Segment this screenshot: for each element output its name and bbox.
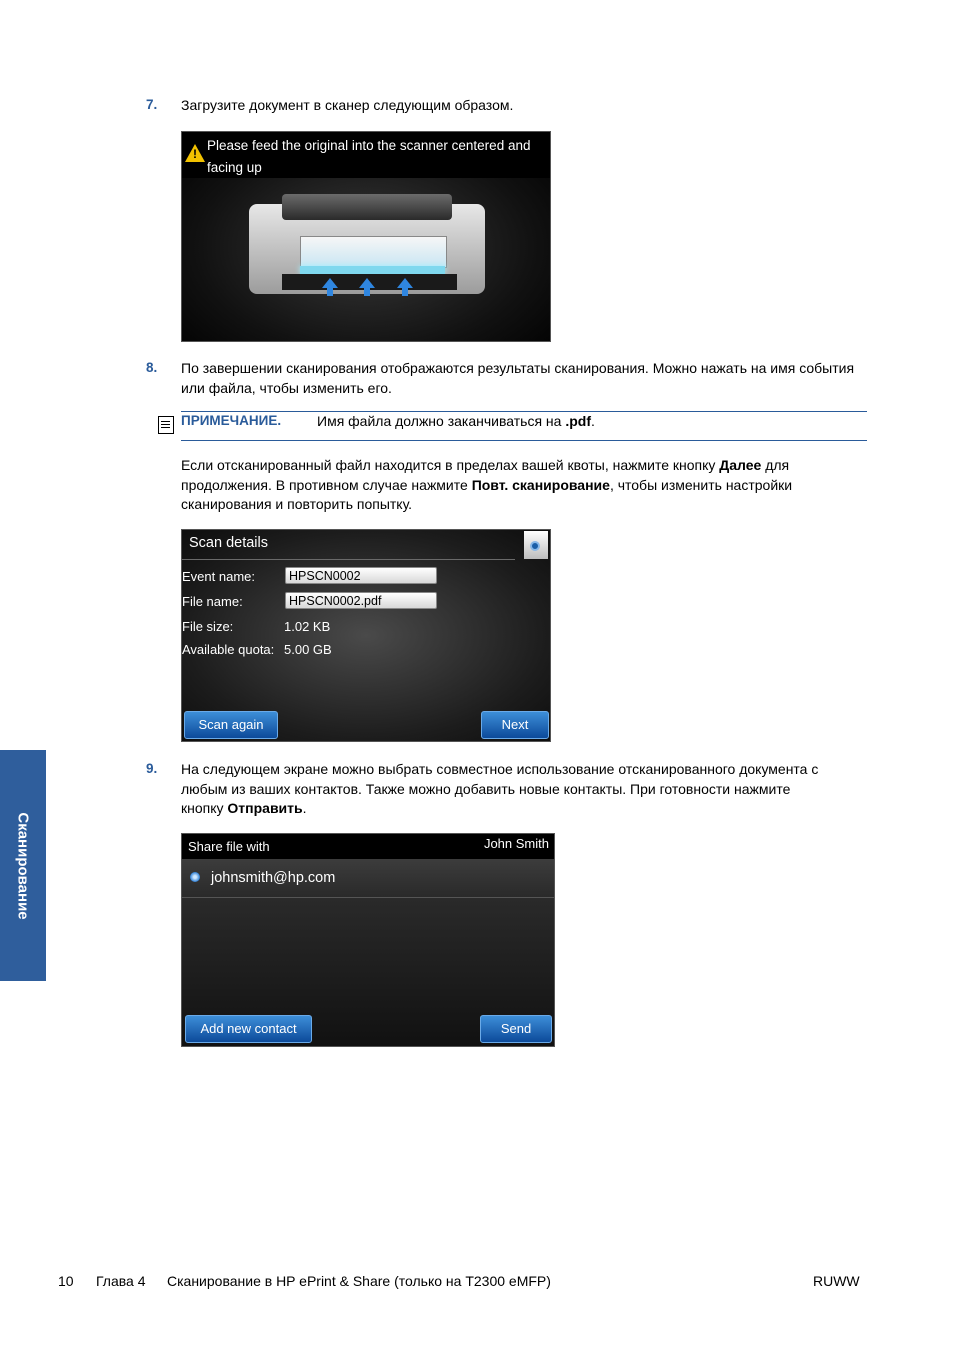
arrow-up-icon [397,278,413,288]
zoom-icon[interactable] [524,531,548,559]
step-8-text: По завершении сканирования отображаются результаты сканирования. Можно нажать на имя события или файла, чтобы изменить его. [181,360,855,396]
step-9-number: 9. [146,761,158,776]
contact-list-item[interactable] [182,859,554,898]
locale-code: RUWW [813,1273,860,1289]
file-name-label: File name: [182,594,243,609]
scanner-feed-screen [181,131,551,342]
step-7-number: 7. [146,97,158,112]
side-chapter-tab [0,750,46,981]
step-8-number: 8. [146,360,158,375]
file-size-value: 1.02 KB [284,619,331,634]
chapter-title: Сканирование в HP ePrint & Share (только на T2300 eMFP) [167,1273,551,1289]
share-title: Share file with [188,839,270,854]
note-label: ПРИМЕЧАНИЕ. [181,413,282,428]
scan-again-button[interactable]: Scan again [184,711,278,739]
warning-icon [185,144,205,162]
screen-message-bar [182,132,550,178]
note-top-rule [181,411,867,412]
event-name-field[interactable]: HPSCN0002 [285,567,437,584]
arrow-up-icon [322,278,338,288]
title-divider [182,559,515,560]
available-quota-label: Available quota: [182,642,275,657]
available-quota-value: 5.00 GB [284,642,332,657]
share-header [182,834,554,859]
user-name: John Smith [483,836,549,851]
send-button[interactable]: Send [480,1015,552,1043]
note-text: Имя файла должно заканчиваться на .pdf. [317,413,595,429]
file-name-field[interactable]: HPSCN0002.pdf [285,592,437,609]
step-7-text: Загрузите документ в сканер следующим образом. [181,97,514,113]
file-size-label: File size: [182,619,234,634]
contact-radio[interactable] [190,872,200,882]
scan-details-title: Scan details [189,535,268,551]
note-icon [158,416,174,434]
event-name-label: Event name: [182,569,255,584]
side-tab-label: Сканирование [14,811,32,920]
share-file-screen [181,833,555,1047]
arrow-up-icon [359,278,375,288]
quota-paragraph: Если отсканированный файл находится в пределах вашей квоты, нажмите кнопку Далее для продолжения. В противном случае нажмите Повт. сканирование, чтобы изменить настройки сканирования и повторить попытку. [181,457,793,512]
scan-details-screen [181,529,551,742]
contact-email: johnsmith@hp.com [211,870,336,886]
feed-message: Please feed the original into the scanner centered and facing up [207,138,531,175]
chapter-number: Глава 4 [96,1273,146,1289]
step-9-text: На следующем экране можно выбрать совместное использование отсканированного документа с любым из ваших контактов. Также можно добавить новые контакты. При готовности нажмите кнопку Отправить. [181,761,819,816]
add-new-contact-button[interactable]: Add new contact [185,1015,312,1043]
note-bottom-rule [181,440,867,441]
next-button[interactable]: Next [481,711,549,739]
page-number: 10 [58,1273,74,1289]
